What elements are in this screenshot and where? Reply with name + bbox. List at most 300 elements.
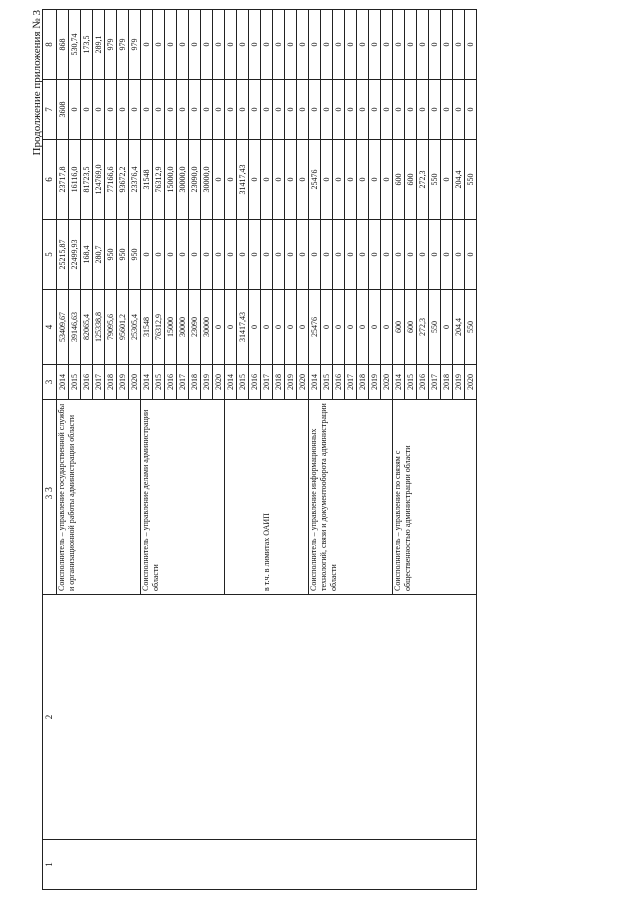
- amount-cell-col6: 0: [441, 140, 453, 220]
- year-cell: 2019: [285, 365, 297, 400]
- amount-cell-col4: 204,4: [453, 290, 465, 365]
- amount-cell-col7: 0: [345, 80, 357, 140]
- amount-cell-col8: 0: [333, 10, 345, 80]
- year-cell: 2017: [429, 365, 441, 400]
- table-row: [225, 10, 237, 890]
- col2-cell: [57, 595, 69, 840]
- amount-cell-col4: 550: [429, 290, 441, 365]
- col1-cell: [285, 840, 297, 890]
- amount-cell-col8: 0: [249, 10, 261, 80]
- col2-cell: [393, 595, 405, 840]
- year-cell: 2018: [273, 365, 285, 400]
- amount-cell-col8: 0: [441, 10, 453, 80]
- amount-cell-col4: 0: [333, 290, 345, 365]
- amount-cell-col5: 0: [405, 220, 417, 290]
- amount-cell-col5: 22499,93: [69, 220, 81, 290]
- amount-cell-col8: 0: [177, 10, 189, 80]
- amount-cell-col6: 30000,0: [201, 140, 213, 220]
- col1-cell: [213, 840, 225, 890]
- amount-cell-col7: 0: [213, 80, 225, 140]
- col2-cell: [465, 595, 477, 840]
- col1-cell: [465, 840, 477, 890]
- amount-cell-col7: 0: [93, 80, 105, 140]
- amount-cell-col5: 0: [225, 220, 237, 290]
- amount-cell-col4: 0: [285, 290, 297, 365]
- amount-cell-col6: 0: [225, 140, 237, 220]
- col2-cell: [93, 595, 105, 840]
- col2-cell: [309, 595, 321, 840]
- year-cell: 2014: [141, 365, 153, 400]
- table-row: [141, 10, 153, 890]
- amount-cell-col5: 0: [141, 220, 153, 290]
- col1-cell: [429, 840, 441, 890]
- col2-cell: [369, 595, 381, 840]
- col1-cell: [165, 840, 177, 890]
- amount-cell-col7: 0: [333, 80, 345, 140]
- col2-cell: [297, 595, 309, 840]
- year-cell: 2018: [441, 365, 453, 400]
- column-number: 1: [43, 840, 57, 890]
- year-cell: 2016: [249, 365, 261, 400]
- amount-cell-col5: 0: [429, 220, 441, 290]
- year-cell: 2017: [93, 365, 105, 400]
- col2-cell: [213, 595, 225, 840]
- col2-cell: [69, 595, 81, 840]
- year-cell: 2014: [309, 365, 321, 400]
- year-cell: 2017: [261, 365, 273, 400]
- col1-cell: [333, 840, 345, 890]
- amount-cell-col4: 76312,9: [153, 290, 165, 365]
- amount-cell-col8: 0: [297, 10, 309, 80]
- amount-cell-col8: 0: [141, 10, 153, 80]
- col1-cell: [369, 840, 381, 890]
- amount-cell-col8: 0: [153, 10, 165, 80]
- amount-cell-col5: 0: [261, 220, 273, 290]
- co-executor-label: в т.ч. в лимитах ОАИП: [225, 400, 309, 595]
- amount-cell-col4: 0: [381, 290, 393, 365]
- col1-cell: [441, 840, 453, 890]
- table-row: [57, 10, 69, 890]
- amount-cell-col5: 0: [249, 220, 261, 290]
- col2-cell: [117, 595, 129, 840]
- amount-cell-col4: 31548: [141, 290, 153, 365]
- col1-cell: [393, 840, 405, 890]
- amount-cell-col5: 0: [369, 220, 381, 290]
- col1-cell: [237, 840, 249, 890]
- column-number: 8: [43, 10, 57, 80]
- column-number: 5: [43, 220, 57, 290]
- amount-cell-col8: 0: [261, 10, 273, 80]
- amount-cell-col6: 0: [369, 140, 381, 220]
- amount-cell-col6: 0: [381, 140, 393, 220]
- amount-cell-col6: 0: [357, 140, 369, 220]
- amount-cell-col8: 0: [189, 10, 201, 80]
- col1-cell: [153, 840, 165, 890]
- amount-cell-col5: 280,7: [93, 220, 105, 290]
- amount-cell-col4: 31417,43: [237, 290, 249, 365]
- amount-cell-col5: 0: [153, 220, 165, 290]
- amount-cell-col6: 0: [213, 140, 225, 220]
- year-cell: 2015: [405, 365, 417, 400]
- col2-cell: [261, 595, 273, 840]
- amount-cell-col8: 530,74: [69, 10, 81, 80]
- amount-cell-col8: 0: [453, 10, 465, 80]
- col2-cell: [225, 595, 237, 840]
- amount-cell-col5: 0: [297, 220, 309, 290]
- amount-cell-col8: 0: [225, 10, 237, 80]
- amount-cell-col6: 77166,6: [105, 140, 117, 220]
- year-cell: 2015: [321, 365, 333, 400]
- amount-cell-col5: 0: [393, 220, 405, 290]
- amount-cell-col4: 0: [273, 290, 285, 365]
- amount-cell-col5: 0: [321, 220, 333, 290]
- amount-cell-col6: 15000,0: [165, 140, 177, 220]
- table-row: [309, 10, 321, 890]
- col1-cell: [225, 840, 237, 890]
- amount-cell-col5: 0: [357, 220, 369, 290]
- amount-cell-col5: 0: [465, 220, 477, 290]
- amount-cell-col7: 0: [285, 80, 297, 140]
- amount-cell-col8: 0: [429, 10, 441, 80]
- amount-cell-col5: 0: [417, 220, 429, 290]
- amount-cell-col7: 0: [309, 80, 321, 140]
- col2-cell: [357, 595, 369, 840]
- amount-cell-col7: 0: [405, 80, 417, 140]
- amount-cell-col6: 0: [249, 140, 261, 220]
- col1-cell: [381, 840, 393, 890]
- amount-cell-col6: 31548: [141, 140, 153, 220]
- col2-cell: [417, 595, 429, 840]
- amount-cell-col6: 0: [345, 140, 357, 220]
- amount-cell-col8: 0: [369, 10, 381, 80]
- amount-cell-col8: 173,5: [81, 10, 93, 80]
- year-cell: 2017: [177, 365, 189, 400]
- year-cell: 2014: [225, 365, 237, 400]
- amount-cell-col7: 0: [141, 80, 153, 140]
- amount-cell-col7: 0: [69, 80, 81, 140]
- amount-cell-col4: 272,3: [417, 290, 429, 365]
- col2-cell: [285, 595, 297, 840]
- co-executor-label: Соисполнитель – управление информационных технологий, связи и документооборота администрации области: [309, 400, 393, 595]
- col2-cell: [81, 595, 93, 840]
- amount-cell-col7: 0: [441, 80, 453, 140]
- amount-cell-col8: 289,1: [93, 10, 105, 80]
- amount-cell-col7: 0: [381, 80, 393, 140]
- amount-cell-col4: 0: [441, 290, 453, 365]
- amount-cell-col5: 0: [345, 220, 357, 290]
- amount-cell-col7: 0: [189, 80, 201, 140]
- amount-cell-col7: 0: [177, 80, 189, 140]
- amount-cell-col6: 550: [465, 140, 477, 220]
- col1-cell: [201, 840, 213, 890]
- col1-cell: [117, 840, 129, 890]
- amount-cell-col6: 93672,2: [117, 140, 129, 220]
- amount-cell-col4: 95601,2: [117, 290, 129, 365]
- col2-cell: [189, 595, 201, 840]
- amount-cell-col6: 600: [405, 140, 417, 220]
- col2-cell: [153, 595, 165, 840]
- col2-cell: [429, 595, 441, 840]
- amount-cell-col4: 30000: [177, 290, 189, 365]
- amount-cell-col7: 0: [369, 80, 381, 140]
- co-executor-label: Соисполнитель – управление государственной службы и организационной работы администрации области: [57, 400, 141, 595]
- year-cell: 2018: [189, 365, 201, 400]
- amount-cell-col7: 0: [165, 80, 177, 140]
- col2-cell: [345, 595, 357, 840]
- amount-cell-col5: 950: [117, 220, 129, 290]
- year-cell: 2020: [129, 365, 141, 400]
- amount-cell-col8: 0: [393, 10, 405, 80]
- col1-cell: [57, 840, 69, 890]
- col2-cell: [141, 595, 153, 840]
- amount-cell-col4: 15000: [165, 290, 177, 365]
- amount-cell-col7: 0: [357, 80, 369, 140]
- amount-cell-col7: 0: [201, 80, 213, 140]
- column-number: 7: [43, 80, 57, 140]
- col1-cell: [357, 840, 369, 890]
- year-cell: 2016: [81, 365, 93, 400]
- amount-cell-col6: 25476: [309, 140, 321, 220]
- column-number: 6: [43, 140, 57, 220]
- amount-cell-col7: 0: [249, 80, 261, 140]
- year-cell: 2014: [57, 365, 69, 400]
- year-cell: 2020: [465, 365, 477, 400]
- column-number-row: [43, 10, 57, 890]
- amount-cell-col7: 0: [129, 80, 141, 140]
- column-number: 3: [43, 365, 57, 400]
- amount-cell-col6: 81723,5: [81, 140, 93, 220]
- amount-cell-col7: 3608: [57, 80, 69, 140]
- amount-cell-col8: 0: [405, 10, 417, 80]
- amount-cell-col5: 168,4: [81, 220, 93, 290]
- amount-cell-col4: 25305,4: [129, 290, 141, 365]
- amount-cell-col4: 39146,63: [69, 290, 81, 365]
- amount-cell-col5: 0: [285, 220, 297, 290]
- amount-cell-col6: 0: [333, 140, 345, 220]
- amount-cell-col7: 0: [105, 80, 117, 140]
- amount-cell-col6: 23376,4: [129, 140, 141, 220]
- amount-cell-col7: 0: [429, 80, 441, 140]
- amount-cell-col4: 0: [321, 290, 333, 365]
- col1-cell: [177, 840, 189, 890]
- amount-cell-col4: 53409,67: [57, 290, 69, 365]
- col2-cell: [129, 595, 141, 840]
- col2-cell: [405, 595, 417, 840]
- col1-cell: [309, 840, 321, 890]
- col1-cell: [69, 840, 81, 890]
- amount-cell-col6: 124769,0: [93, 140, 105, 220]
- year-cell: 2020: [381, 365, 393, 400]
- amount-cell-col6: 600: [393, 140, 405, 220]
- year-cell: 2015: [153, 365, 165, 400]
- amount-cell-col6: 0: [273, 140, 285, 220]
- amount-cell-col4: 0: [297, 290, 309, 365]
- col1-cell: [141, 840, 153, 890]
- col1-cell: [453, 840, 465, 890]
- amount-cell-col8: 979: [117, 10, 129, 80]
- amount-cell-col5: 950: [129, 220, 141, 290]
- co-executor-label: Соисполнитель – управление делами администрации области: [141, 400, 225, 595]
- year-cell: 2015: [237, 365, 249, 400]
- col1-cell: [93, 840, 105, 890]
- col2-cell: [249, 595, 261, 840]
- amount-cell-col8: 0: [381, 10, 393, 80]
- amount-cell-col4: 23090: [189, 290, 201, 365]
- amount-cell-col8: 0: [213, 10, 225, 80]
- amount-cell-col6: 23090,0: [189, 140, 201, 220]
- amount-cell-col6: 0: [261, 140, 273, 220]
- year-cell: 2016: [333, 365, 345, 400]
- year-cell: 2020: [297, 365, 309, 400]
- amount-cell-col7: 0: [417, 80, 429, 140]
- year-cell: 2014: [393, 365, 405, 400]
- year-cell: 2018: [105, 365, 117, 400]
- amount-cell-col7: 0: [153, 80, 165, 140]
- col1-cell: [345, 840, 357, 890]
- rotated-document-sheet: [30, 10, 630, 890]
- amount-cell-col5: 0: [177, 220, 189, 290]
- amount-cell-col7: 0: [117, 80, 129, 140]
- amount-cell-col6: 272,3: [417, 140, 429, 220]
- amount-cell-col7: 0: [261, 80, 273, 140]
- amount-cell-col5: 950: [105, 220, 117, 290]
- col2-cell: [177, 595, 189, 840]
- amount-cell-col4: 125338,8: [93, 290, 105, 365]
- col1-cell: [189, 840, 201, 890]
- year-cell: 2018: [357, 365, 369, 400]
- amount-cell-col8: 0: [345, 10, 357, 80]
- amount-cell-col5: 0: [309, 220, 321, 290]
- amount-cell-col5: 0: [333, 220, 345, 290]
- col2-cell: [105, 595, 117, 840]
- amount-cell-col6: 0: [297, 140, 309, 220]
- amount-cell-col7: 0: [321, 80, 333, 140]
- year-cell: 2020: [213, 365, 225, 400]
- amount-cell-col7: 0: [237, 80, 249, 140]
- col1-cell: [81, 840, 93, 890]
- col1-cell: [129, 840, 141, 890]
- amount-cell-col8: 0: [237, 10, 249, 80]
- amount-cell-col8: 979: [129, 10, 141, 80]
- amount-cell-col8: 868: [57, 10, 69, 80]
- amount-cell-col8: 0: [417, 10, 429, 80]
- amount-cell-col4: 0: [249, 290, 261, 365]
- year-cell: 2019: [453, 365, 465, 400]
- column-number: 3: [43, 400, 57, 595]
- amount-cell-col6: 16116,0: [69, 140, 81, 220]
- col1-cell: [105, 840, 117, 890]
- amount-cell-col7: 0: [81, 80, 93, 140]
- amount-cell-col8: 0: [285, 10, 297, 80]
- amount-cell-col5: 0: [201, 220, 213, 290]
- table-row: [393, 10, 405, 890]
- year-cell: 2019: [369, 365, 381, 400]
- col1-cell: [261, 840, 273, 890]
- amount-cell-col4: 79095,6: [105, 290, 117, 365]
- col1-cell: [273, 840, 285, 890]
- amount-cell-col4: 30000: [201, 290, 213, 365]
- amount-cell-col8: 0: [165, 10, 177, 80]
- amount-cell-col4: 0: [357, 290, 369, 365]
- amount-cell-col8: 0: [309, 10, 321, 80]
- amount-cell-col5: 0: [237, 220, 249, 290]
- column-number: 2: [43, 595, 57, 840]
- amount-cell-col5: 0: [381, 220, 393, 290]
- amount-cell-col5: 25215,87: [57, 220, 69, 290]
- amount-cell-col7: 0: [273, 80, 285, 140]
- amount-cell-col6: 204,4: [453, 140, 465, 220]
- amount-cell-col4: 0: [369, 290, 381, 365]
- col1-cell: [297, 840, 309, 890]
- col2-cell: [273, 595, 285, 840]
- col2-cell: [333, 595, 345, 840]
- amount-cell-col7: 0: [465, 80, 477, 140]
- col2-cell: [453, 595, 465, 840]
- amount-cell-col6: 23717,8: [57, 140, 69, 220]
- amount-cell-col5: 0: [165, 220, 177, 290]
- amount-cell-col4: 0: [213, 290, 225, 365]
- year-cell: 2015: [69, 365, 81, 400]
- amount-cell-col6: 30000,0: [177, 140, 189, 220]
- amount-cell-col5: 0: [441, 220, 453, 290]
- col2-cell: [201, 595, 213, 840]
- amount-cell-col4: 0: [345, 290, 357, 365]
- year-cell: 2019: [117, 365, 129, 400]
- amount-cell-col4: 550: [465, 290, 477, 365]
- col1-cell: [321, 840, 333, 890]
- amount-cell-col6: 0: [285, 140, 297, 220]
- amount-cell-col4: 0: [261, 290, 273, 365]
- col1-cell: [405, 840, 417, 890]
- year-cell: 2017: [345, 365, 357, 400]
- amount-cell-col4: 25476: [309, 290, 321, 365]
- amount-cell-col4: 0: [225, 290, 237, 365]
- amount-cell-col8: 979: [105, 10, 117, 80]
- co-executor-label: Соисполнитель – управление по связям с общественностью администрации области: [393, 400, 477, 595]
- amount-cell-col4: 600: [405, 290, 417, 365]
- amount-cell-col8: 0: [357, 10, 369, 80]
- col2-cell: [237, 595, 249, 840]
- year-cell: 2019: [201, 365, 213, 400]
- amount-cell-col5: 0: [273, 220, 285, 290]
- amount-cell-col5: 0: [453, 220, 465, 290]
- amount-cell-col8: 0: [321, 10, 333, 80]
- amount-cell-col7: 0: [297, 80, 309, 140]
- amount-cell-col7: 0: [393, 80, 405, 140]
- year-cell: 2016: [417, 365, 429, 400]
- program-funding-table: [42, 9, 477, 890]
- year-cell: 2016: [165, 365, 177, 400]
- col1-cell: [249, 840, 261, 890]
- amount-cell-col8: 0: [201, 10, 213, 80]
- column-number: 4: [43, 290, 57, 365]
- col2-cell: [441, 595, 453, 840]
- col1-cell: [417, 840, 429, 890]
- col2-cell: [381, 595, 393, 840]
- col2-cell: [321, 595, 333, 840]
- amount-cell-col7: 0: [453, 80, 465, 140]
- amount-cell-col6: 0: [321, 140, 333, 220]
- amount-cell-col6: 550: [429, 140, 441, 220]
- amount-cell-col7: 0: [225, 80, 237, 140]
- col2-cell: [165, 595, 177, 840]
- top-column-number: 3: [44, 487, 55, 492]
- appendix-continuation-title: Продолжение приложения № 3: [31, 10, 43, 156]
- amount-cell-col4: 600: [393, 290, 405, 365]
- amount-cell-col6: 31417,43: [237, 140, 249, 220]
- amount-cell-col4: 82065,4: [81, 290, 93, 365]
- amount-cell-col5: 0: [189, 220, 201, 290]
